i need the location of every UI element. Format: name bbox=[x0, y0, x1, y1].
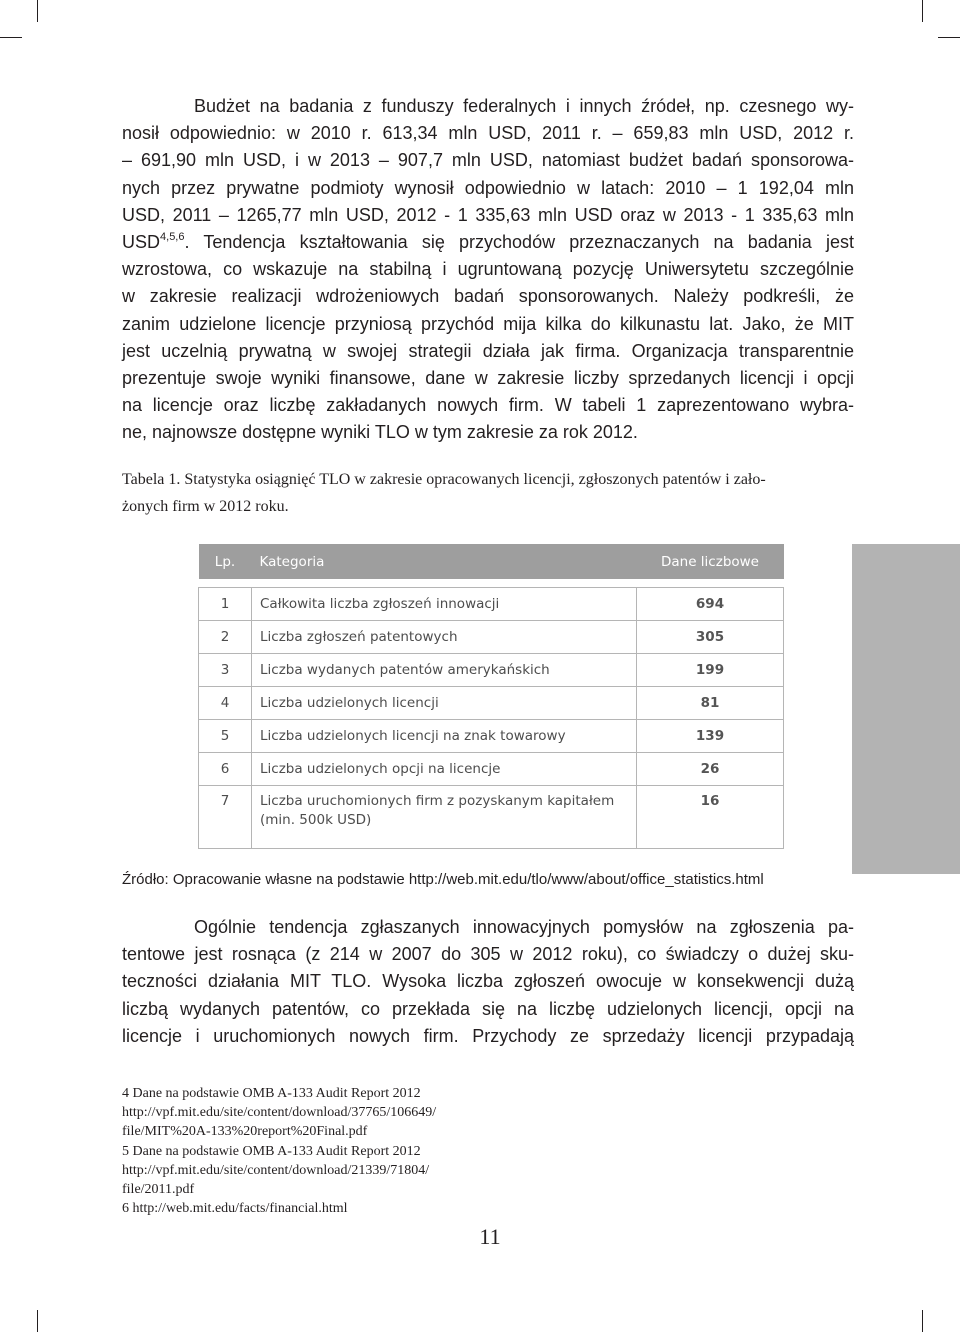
footnote-line: 5 Dane na podstawie OMB A-133 Audit Report 2012 bbox=[122, 1143, 421, 1159]
cell-kategoria: Całkowita liczba zgłoszeń innowacji bbox=[252, 588, 637, 621]
footnotes bbox=[122, 1084, 722, 1218]
side-thumb-tab bbox=[852, 544, 960, 874]
text-line: liczbą wydanych patentów, co przekłada się na liczbę udzielonych licencji, opcji na bbox=[122, 998, 854, 1019]
cell-lp: 1 bbox=[199, 588, 252, 621]
footnote-link[interactable]: 6 http://web.mit.edu/facts/financial.html bbox=[122, 1201, 348, 1217]
cell-lp: 7 bbox=[199, 786, 252, 849]
text-line: prezentuje swoje wyniki finansowe, dane w zakresie liczby sprzedanych licencji i opcji bbox=[122, 367, 854, 388]
text-line: nych przez prywatne podmioty wynosił odpowiednio w latach: 2010 – 1 192,04 mln bbox=[122, 177, 854, 198]
text-line-rest: . Tendencja kształtowania się przychodów przeznaczanych na badania jest bbox=[184, 231, 854, 252]
cell-dane: 16 bbox=[637, 786, 784, 849]
text-line: wzrostowa, co wskazuje na stabilną i ugruntowaną pozycję Uniwersytetu szczególnie bbox=[122, 259, 854, 280]
table-header-row bbox=[199, 544, 784, 579]
text-line: tentowe jest rosnąca (z 214 w 2007 do 305 w 2012 roku), co świadczy o dużej sku- bbox=[122, 944, 854, 965]
cell-kategoria: Liczba zgłoszeń patentowych bbox=[252, 621, 637, 654]
text-line: w zakresie realizacji wdrożeniowych badań sponsorowanych. Należy podkreśli, że bbox=[122, 286, 854, 307]
table-row bbox=[199, 753, 784, 786]
table-row bbox=[199, 687, 784, 720]
cell-dane: 26 bbox=[637, 753, 784, 786]
cell-lp: 3 bbox=[199, 654, 252, 687]
text-line: USD, 2011 – 1265,77 mln USD, 2012 - 1 335,63 mln USD oraz w 2013 - 1 335,63 mln bbox=[122, 204, 854, 225]
crop-mark-right bbox=[922, 0, 923, 22]
cell-kategoria: Liczba udzielonych licencji na znak towarowy bbox=[252, 720, 637, 753]
table-row bbox=[199, 621, 784, 654]
footnote-link[interactable]: http://vpf.mit.edu/site/content/download/21339/71804/ bbox=[122, 1162, 430, 1178]
table-caption bbox=[122, 466, 854, 520]
cell-dane: 139 bbox=[637, 720, 784, 753]
header-lp: Lp. bbox=[199, 544, 252, 579]
footnote-ref: 4,5,6 bbox=[160, 230, 185, 243]
footnote-link[interactable]: file/2011.pdf bbox=[122, 1182, 195, 1198]
crop-mark-bottom-right bbox=[922, 1310, 923, 1332]
text-line: Ogólnie tendencja zgłaszanych innowacyjnych pomysłów na zgłoszenia pa- bbox=[194, 917, 854, 937]
text-line: teczności działania MIT TLO. Wysoka liczba zgłoszeń owocuje w konsekwencji dużą bbox=[122, 971, 854, 992]
cell-lp: 5 bbox=[199, 720, 252, 753]
cell-dane: 199 bbox=[637, 654, 784, 687]
cell-kategoria: Liczba udzielonych opcji na licencje bbox=[252, 753, 637, 786]
header-kategoria: Kategoria bbox=[252, 544, 637, 579]
text-usd: USD bbox=[122, 231, 161, 252]
table-row bbox=[199, 720, 784, 753]
text-line: jest uczelnią prywatną w swojej strategii działa jak firma. Organizacja transparentnie bbox=[122, 340, 854, 361]
text-line: nosił odpowiednio: w 2010 r. 613,34 mln USD, 2011 r. – 659,83 mln USD, 2012 r. bbox=[122, 123, 854, 144]
footnote-link[interactable]: http://vpf.mit.edu/site/content/download/37765/106649/ bbox=[122, 1105, 437, 1121]
page-number: 11 bbox=[479, 1224, 501, 1249]
text-line: – 691,90 mln USD, i w 2013 – 907,7 mln USD, natomiast budżet badań sponsorowa- bbox=[122, 150, 854, 171]
table-row bbox=[199, 786, 784, 849]
caption-line: żonych firm w 2012 roku. bbox=[122, 498, 289, 515]
body-paragraph-2 bbox=[122, 914, 854, 1050]
cell-dane: 81 bbox=[637, 687, 784, 720]
cell-kategoria: Liczba wydanych patentów amerykańskich bbox=[252, 654, 637, 687]
cell-dane: 694 bbox=[637, 588, 784, 621]
text-line: zanim udzielone licencje przyniosą przychód mija kilka do kilkunastu lat. Jako, że MIT bbox=[122, 313, 854, 334]
cell-kategoria: Liczba udzielonych licencji bbox=[252, 687, 637, 720]
statistics-table bbox=[198, 544, 784, 849]
cell-kategoria: Liczba uruchomionych firm z pozyskanym kapitałem (min. 500k USD) bbox=[252, 786, 637, 849]
header-dane: Dane liczbowe bbox=[637, 544, 784, 579]
crop-mark-left-h bbox=[0, 37, 22, 38]
cell-lp: 4 bbox=[199, 687, 252, 720]
crop-mark-right-h bbox=[938, 37, 960, 38]
body-paragraph-1 bbox=[122, 93, 854, 446]
footnote-line: 4 Dane na podstawie OMB A-133 Audit Report 2012 bbox=[122, 1086, 421, 1101]
crop-mark-bottom-left bbox=[37, 1310, 38, 1332]
text-line: licencje i uruchomionych nowych firm. Przychody ze sprzedaży licencji przypadają bbox=[122, 1025, 854, 1046]
table-source: Źródło: Opracowanie własne na podstawie http://web.mit.edu/tlo/www/about/office_statistics.html bbox=[122, 871, 764, 888]
table-row bbox=[199, 654, 784, 687]
text-line bbox=[122, 229, 854, 256]
footnote-link[interactable]: file/MIT%20A-133%20report%20Final.pdf bbox=[122, 1124, 368, 1140]
caption-line: Tabela 1. Statystyka osiągnięć TLO w zakresie opracowanych licencji, zgłoszonych patentów i zało- bbox=[122, 471, 766, 488]
crop-mark-left bbox=[37, 0, 38, 22]
cell-lp: 2 bbox=[199, 621, 252, 654]
cell-dane: 305 bbox=[637, 621, 784, 654]
text-line: ne, najnowsze dostępne wyniki TLO w tym zakresie za rok 2012. bbox=[122, 422, 638, 443]
table-row bbox=[199, 588, 784, 621]
text-line: na licencje oraz liczbę zakładanych nowych firm. W tabeli 1 zaprezentowano wybra- bbox=[122, 395, 854, 416]
cell-lp: 6 bbox=[199, 753, 252, 786]
text-line: Budżet na badania z funduszy federalnych i innych źródeł, np. czesnego wy- bbox=[194, 96, 854, 116]
